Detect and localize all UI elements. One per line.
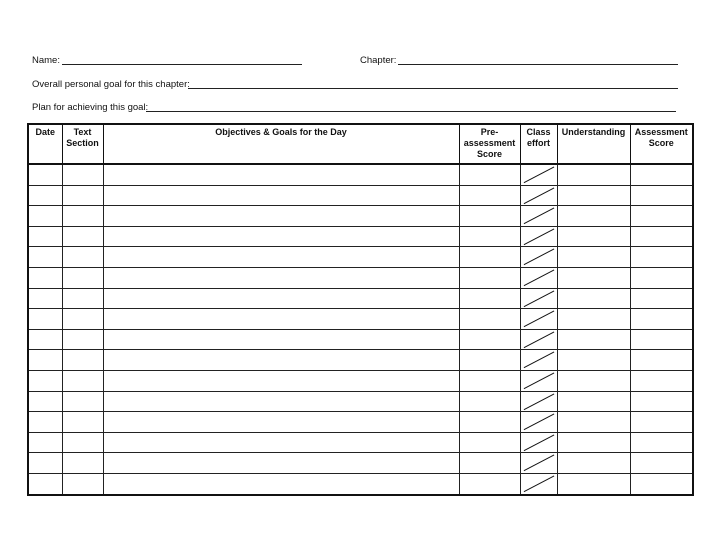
table-row <box>28 350 693 371</box>
objectives-cell[interactable] <box>103 309 459 330</box>
pre-assessment-cell[interactable] <box>459 206 520 227</box>
assessment-score-cell[interactable] <box>630 185 693 206</box>
assessment-score-cell[interactable] <box>630 164 693 185</box>
date-cell[interactable] <box>28 473 62 494</box>
class-effort-cell[interactable] <box>520 391 557 412</box>
text-section-cell[interactable] <box>62 288 103 309</box>
column-header-pre-assessment: Pre-assessment Score <box>459 124 520 164</box>
understanding-cell[interactable] <box>557 329 630 350</box>
class-effort-cell[interactable] <box>520 432 557 453</box>
table-body <box>28 164 693 495</box>
diagonal-slash-icon <box>521 412 557 432</box>
table-row <box>28 453 693 474</box>
text-section-cell[interactable] <box>62 391 103 412</box>
plan-line[interactable] <box>146 111 676 112</box>
pre-assessment-cell[interactable] <box>459 247 520 268</box>
date-cell[interactable] <box>28 247 62 268</box>
diagonal-slash-icon <box>521 206 557 226</box>
diagonal-slash-icon <box>521 392 557 412</box>
assessment-score-cell[interactable] <box>630 267 693 288</box>
pre-assessment-cell[interactable] <box>459 473 520 494</box>
assessment-score-cell[interactable] <box>630 432 693 453</box>
objectives-cell[interactable] <box>103 206 459 227</box>
assessment-score-cell[interactable] <box>630 206 693 227</box>
understanding-cell[interactable] <box>557 226 630 247</box>
pre-assessment-cell[interactable] <box>459 453 520 474</box>
date-cell[interactable] <box>28 206 62 227</box>
table-row <box>28 329 693 350</box>
understanding-cell[interactable] <box>557 412 630 433</box>
text-section-cell[interactable] <box>62 185 103 206</box>
objectives-cell[interactable] <box>103 473 459 494</box>
pre-assessment-cell[interactable] <box>459 288 520 309</box>
class-effort-cell[interactable] <box>520 164 557 185</box>
assessment-score-cell[interactable] <box>630 370 693 391</box>
objectives-cell[interactable] <box>103 288 459 309</box>
table-header-row <box>28 124 693 164</box>
understanding-cell[interactable] <box>557 267 630 288</box>
assessment-score-cell[interactable] <box>630 329 693 350</box>
class-effort-cell[interactable] <box>520 370 557 391</box>
pre-assessment-cell[interactable] <box>459 370 520 391</box>
assessment-score-cell[interactable] <box>630 350 693 371</box>
diagonal-slash-icon <box>521 165 557 185</box>
text-section-cell[interactable] <box>62 247 103 268</box>
text-section-cell[interactable] <box>62 473 103 494</box>
date-cell[interactable] <box>28 164 62 185</box>
pre-assessment-cell[interactable] <box>459 329 520 350</box>
date-cell[interactable] <box>28 391 62 412</box>
diagonal-slash-icon <box>521 247 557 267</box>
date-cell[interactable] <box>28 453 62 474</box>
diagonal-slash-icon <box>521 433 557 453</box>
date-cell[interactable] <box>28 185 62 206</box>
understanding-cell[interactable] <box>557 391 630 412</box>
overall-goal-label: Overall personal goal for this chapter: <box>32 79 190 90</box>
name-field-line[interactable] <box>62 64 302 65</box>
class-effort-cell[interactable] <box>520 206 557 227</box>
objectives-cell[interactable] <box>103 247 459 268</box>
diagonal-slash-icon <box>521 186 557 206</box>
table-row <box>28 309 693 330</box>
diagonal-slash-icon <box>521 350 557 370</box>
understanding-cell[interactable] <box>557 247 630 268</box>
understanding-cell[interactable] <box>557 473 630 494</box>
pre-assessment-cell[interactable] <box>459 432 520 453</box>
assessment-score-cell[interactable] <box>630 226 693 247</box>
table-row <box>28 164 693 185</box>
column-header-class-effort: Class effort <box>520 124 557 164</box>
understanding-cell[interactable] <box>557 206 630 227</box>
text-section-cell[interactable] <box>62 206 103 227</box>
pre-assessment-cell[interactable] <box>459 164 520 185</box>
objectives-cell[interactable] <box>103 350 459 371</box>
text-section-cell[interactable] <box>62 267 103 288</box>
table-row <box>28 432 693 453</box>
understanding-cell[interactable] <box>557 453 630 474</box>
objectives-cell[interactable] <box>103 412 459 433</box>
table-row <box>28 267 693 288</box>
class-effort-cell[interactable] <box>520 288 557 309</box>
objectives-cell[interactable] <box>103 432 459 453</box>
table-row <box>28 288 693 309</box>
pre-assessment-cell[interactable] <box>459 226 520 247</box>
class-effort-cell[interactable] <box>520 350 557 371</box>
date-cell[interactable] <box>28 288 62 309</box>
table-row <box>28 185 693 206</box>
date-cell[interactable] <box>28 432 62 453</box>
table-row <box>28 226 693 247</box>
class-effort-cell[interactable] <box>520 226 557 247</box>
text-section-cell[interactable] <box>62 370 103 391</box>
diagonal-slash-icon <box>521 268 557 288</box>
column-header-text-section: Text Section <box>62 124 103 164</box>
understanding-cell[interactable] <box>557 370 630 391</box>
understanding-cell[interactable] <box>557 432 630 453</box>
table-row <box>28 391 693 412</box>
table-row <box>28 473 693 494</box>
column-header-date: Date <box>28 124 62 164</box>
date-cell[interactable] <box>28 309 62 330</box>
class-effort-cell[interactable] <box>520 453 557 474</box>
text-section-cell[interactable] <box>62 412 103 433</box>
overall-goal-line[interactable] <box>188 88 678 89</box>
column-header-understanding: Understanding <box>557 124 630 164</box>
understanding-cell[interactable] <box>557 185 630 206</box>
date-cell[interactable] <box>28 350 62 371</box>
table-row <box>28 412 693 433</box>
column-header-objectives: Objectives & Goals for the Day <box>103 124 459 164</box>
assessment-score-cell[interactable] <box>630 288 693 309</box>
class-effort-cell[interactable] <box>520 185 557 206</box>
understanding-cell[interactable] <box>557 164 630 185</box>
date-cell[interactable] <box>28 412 62 433</box>
objectives-cell[interactable] <box>103 185 459 206</box>
diagonal-slash-icon <box>521 474 557 494</box>
pre-assessment-cell[interactable] <box>459 185 520 206</box>
diagonal-slash-icon <box>521 289 557 309</box>
date-cell[interactable] <box>28 329 62 350</box>
column-header-assessment-score: Assessment Score <box>630 124 693 164</box>
diagonal-slash-icon <box>521 309 557 329</box>
class-effort-cell[interactable] <box>520 267 557 288</box>
name-field-label: Name: <box>32 55 60 66</box>
plan-label: Plan for achieving this goal: <box>32 102 149 113</box>
objectives-cell[interactable] <box>103 226 459 247</box>
pre-assessment-cell[interactable] <box>459 267 520 288</box>
pre-assessment-cell[interactable] <box>459 309 520 330</box>
diagonal-slash-icon <box>521 453 557 473</box>
date-cell[interactable] <box>28 226 62 247</box>
objectives-cell[interactable] <box>103 391 459 412</box>
assessment-score-cell[interactable] <box>630 473 693 494</box>
diagonal-slash-icon <box>521 227 557 247</box>
class-effort-cell[interactable] <box>520 329 557 350</box>
text-section-cell[interactable] <box>62 329 103 350</box>
date-cell[interactable] <box>28 370 62 391</box>
understanding-cell[interactable] <box>557 288 630 309</box>
class-effort-cell[interactable] <box>520 247 557 268</box>
goal-tracking-table <box>27 123 694 496</box>
objectives-cell[interactable] <box>103 453 459 474</box>
class-effort-cell[interactable] <box>520 412 557 433</box>
objectives-cell[interactable] <box>103 329 459 350</box>
objectives-cell[interactable] <box>103 370 459 391</box>
objectives-cell[interactable] <box>103 164 459 185</box>
assessment-score-cell[interactable] <box>630 412 693 433</box>
class-effort-cell[interactable] <box>520 473 557 494</box>
pre-assessment-cell[interactable] <box>459 350 520 371</box>
pre-assessment-cell[interactable] <box>459 412 520 433</box>
objectives-cell[interactable] <box>103 267 459 288</box>
diagonal-slash-icon <box>521 371 557 391</box>
assessment-score-cell[interactable] <box>630 391 693 412</box>
assessment-score-cell[interactable] <box>630 453 693 474</box>
assessment-score-cell[interactable] <box>630 247 693 268</box>
class-effort-cell[interactable] <box>520 309 557 330</box>
pre-assessment-cell[interactable] <box>459 391 520 412</box>
understanding-cell[interactable] <box>557 309 630 330</box>
assessment-score-cell[interactable] <box>630 309 693 330</box>
understanding-cell[interactable] <box>557 350 630 371</box>
text-section-cell[interactable] <box>62 226 103 247</box>
chapter-field-label: Chapter: <box>360 55 397 66</box>
table-row <box>28 370 693 391</box>
date-cell[interactable] <box>28 267 62 288</box>
diagonal-slash-icon <box>521 330 557 350</box>
table-row <box>28 206 693 227</box>
text-section-cell[interactable] <box>62 309 103 330</box>
table-row <box>28 247 693 268</box>
chapter-field-line[interactable] <box>398 64 678 65</box>
text-section-cell[interactable] <box>62 432 103 453</box>
text-section-cell[interactable] <box>62 350 103 371</box>
text-section-cell[interactable] <box>62 164 103 185</box>
text-section-cell[interactable] <box>62 453 103 474</box>
